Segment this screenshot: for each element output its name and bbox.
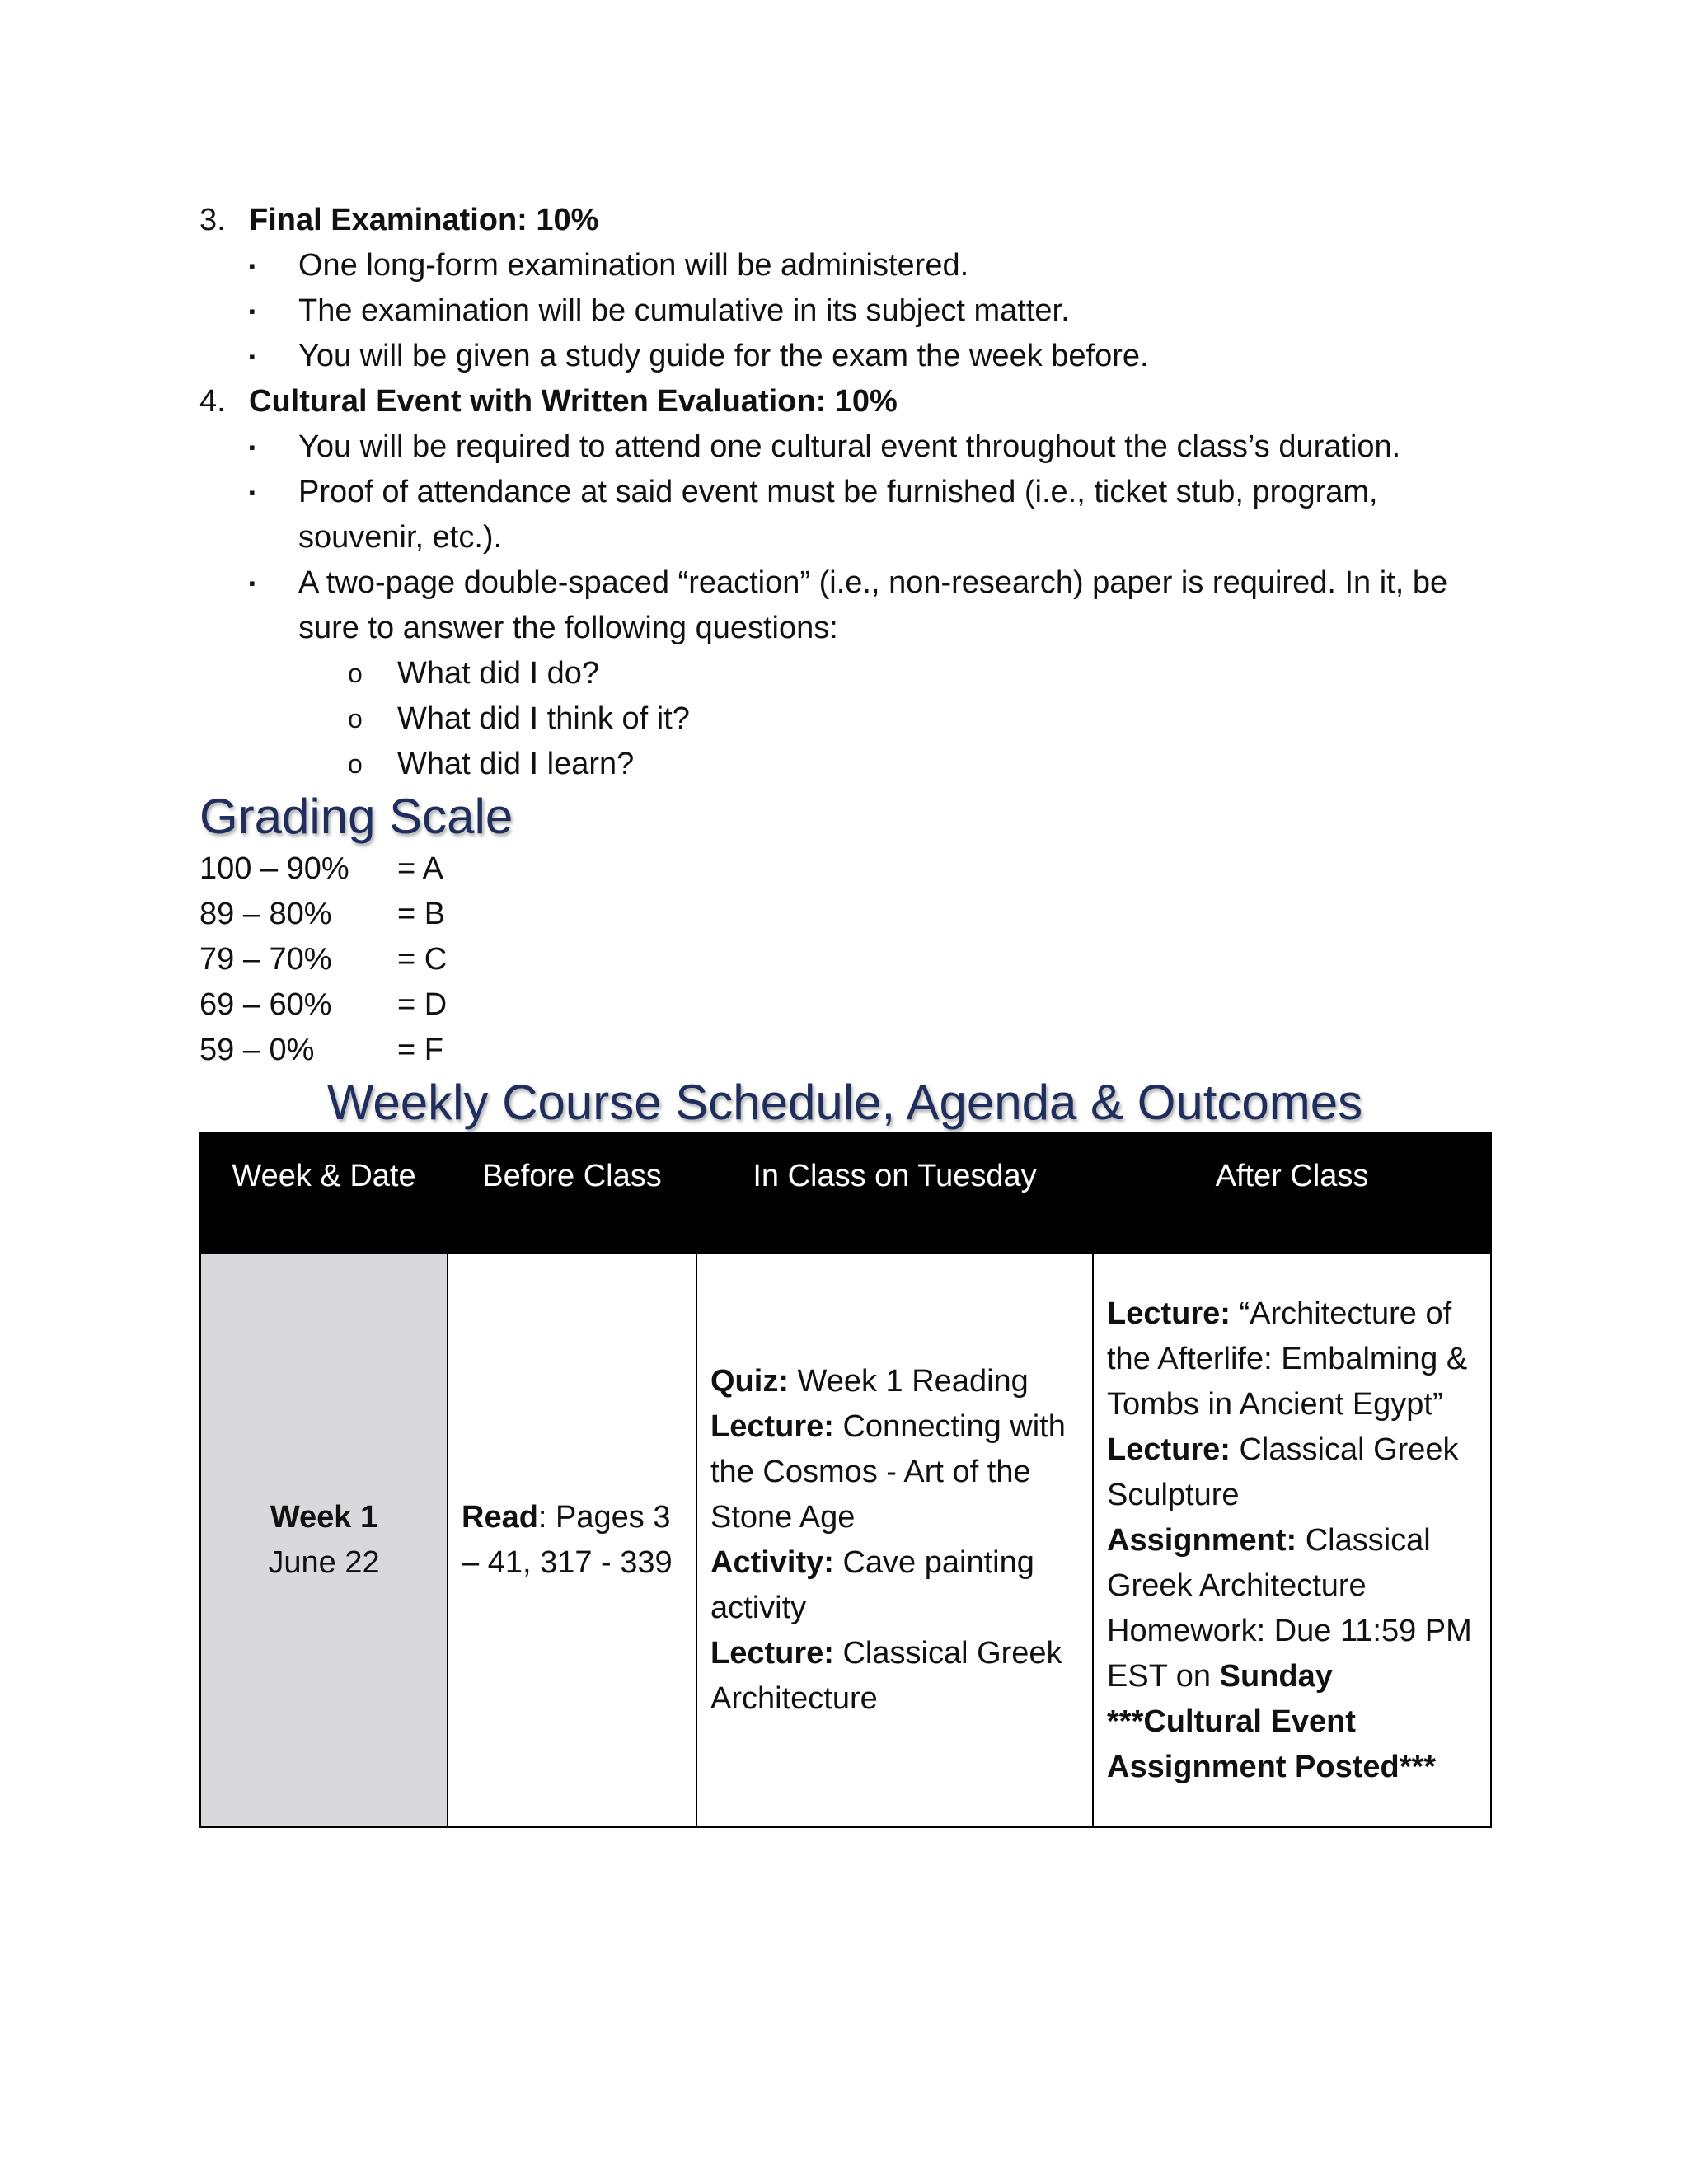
table-row (200, 1254, 1491, 1827)
after-class-entry (1107, 1427, 1477, 1518)
entry-label: Activity: (710, 1545, 834, 1580)
grade-range: 69 – 60% (199, 987, 332, 1022)
after-class-entry (1107, 1291, 1477, 1427)
column-header-in-class: In Class on Tuesday (696, 1133, 1093, 1254)
grade-range: 89 – 80% (199, 897, 332, 931)
sub-bullet-item (199, 651, 1490, 696)
in-class-entry (710, 1359, 1079, 1404)
square-bullet-icon: ▪ (249, 482, 256, 503)
column-header-week: Week & Date (200, 1133, 448, 1254)
square-bullet-icon: ▪ (249, 437, 256, 457)
grading-scale-list (199, 846, 1490, 1073)
column-header-before: Before Class (448, 1133, 696, 1254)
square-bullet-icon: ▪ (249, 346, 256, 367)
entry-text: Cave painting activity (710, 1545, 1034, 1625)
entry-text: “Architecture of the Afterlife: Embalming & Tombs in Ancient Egypt” (1107, 1296, 1468, 1422)
grade-range: 100 – 90% (199, 851, 349, 886)
item-number: 3. (199, 203, 226, 237)
square-bullet-icon: ▪ (249, 301, 256, 321)
schedule-table (199, 1132, 1492, 1828)
item-title: Final Examination: 10% (249, 203, 599, 237)
bullet-item (199, 288, 1490, 334)
week-label: Week 1 (270, 1500, 378, 1535)
grade-range: 79 – 70% (199, 942, 332, 977)
entry-label: Lecture: (710, 1636, 834, 1671)
bullet-text: The examination will be cumulative in its subject matter. (298, 293, 1070, 328)
grade-letter: = C (397, 942, 448, 977)
question-text: What did I think of it? (397, 701, 690, 736)
bullet-item (199, 243, 1490, 288)
question-text: What did I learn? (397, 747, 635, 781)
in-class-entry (710, 1404, 1079, 1540)
after-class-entry (1107, 1518, 1477, 1699)
entry-label: Assignment: (1107, 1522, 1297, 1558)
grade-letter: = D (397, 987, 448, 1022)
before-class-cell (448, 1254, 696, 1827)
entry-label: Lecture: (1107, 1432, 1231, 1467)
item-number: 4. (199, 384, 226, 419)
bullet-text: You will be given a study guide for the exam the week before. (298, 339, 1149, 373)
cultural-event-note: ***Cultural Event Assignment Posted*** (1107, 1704, 1437, 1784)
grade-range: 59 – 0% (199, 1033, 315, 1067)
in-class-entry (710, 1540, 1079, 1631)
list-item-cultural-event (199, 379, 1490, 424)
week-cell (200, 1254, 448, 1827)
bullet-text: A two-page double-spaced “reaction” (i.e., non-research) paper is required. In it, be sure to answer the following questions: (298, 565, 1448, 645)
entry-text: Week 1 Reading (788, 1364, 1029, 1399)
entry-text: Classical Greek Sculpture (1107, 1432, 1459, 1512)
grade-row (199, 1028, 1490, 1073)
entry-label: Lecture: (710, 1409, 834, 1444)
sub-bullet-item (199, 742, 1490, 787)
bullet-item (199, 424, 1490, 470)
in-class-entry (710, 1631, 1079, 1722)
circle-bullet-icon: o (348, 749, 363, 779)
bullet-text: One long-form examination will be administered. (298, 248, 969, 283)
in-class-cell (696, 1254, 1093, 1827)
due-day: Sunday (1219, 1658, 1333, 1694)
grade-letter: = B (397, 897, 446, 931)
item-title: Cultural Event with Written Evaluation: 10% (249, 384, 898, 419)
bullet-text: You will be required to attend one cultural event throughout the class’s duration. (298, 429, 1401, 464)
grade-letter: = A (397, 851, 443, 886)
entry-text: Classical Greek Architecture (710, 1636, 1062, 1716)
bullet-item (199, 334, 1490, 379)
bullet-item (199, 470, 1490, 560)
entry-text: Connecting with the Cosmos - Art of the Stone Age (710, 1409, 1066, 1535)
grade-row (199, 982, 1490, 1028)
read-label: Read (462, 1500, 538, 1535)
circle-bullet-icon: o (348, 658, 363, 688)
square-bullet-icon: ▪ (249, 255, 256, 276)
entry-label: Quiz: (710, 1364, 789, 1399)
entry-text: Classical Greek Architecture Homework: Due 11:59 PM EST on (1107, 1522, 1472, 1694)
grade-row (199, 892, 1490, 937)
list-item-final-exam (199, 198, 1490, 243)
entry-label: Lecture: (1107, 1296, 1231, 1331)
grade-row (199, 937, 1490, 982)
grading-scale-heading: Grading Scale (199, 789, 513, 844)
circle-bullet-icon: o (348, 704, 363, 733)
table-header-row (200, 1133, 1491, 1254)
schedule-heading: Weekly Course Schedule, Agenda & Outcomes (326, 1075, 1363, 1130)
sub-bullet-item (199, 696, 1490, 742)
week-date: June 22 (268, 1545, 380, 1580)
bullet-item (199, 560, 1490, 651)
square-bullet-icon: ▪ (249, 573, 256, 593)
bullet-text: Proof of attendance at said event must be furnished (i.e., ticket stub, program, souvenir, etc.). (298, 475, 1378, 555)
read-text: : Pages 3 – 41, 317 - 339 (462, 1500, 673, 1580)
after-class-cell (1093, 1254, 1491, 1827)
grade-row (199, 846, 1490, 892)
question-text: What did I do? (397, 656, 600, 691)
grade-letter: = F (397, 1033, 443, 1067)
column-header-after: After Class (1093, 1133, 1491, 1254)
document-page (199, 198, 1490, 1828)
